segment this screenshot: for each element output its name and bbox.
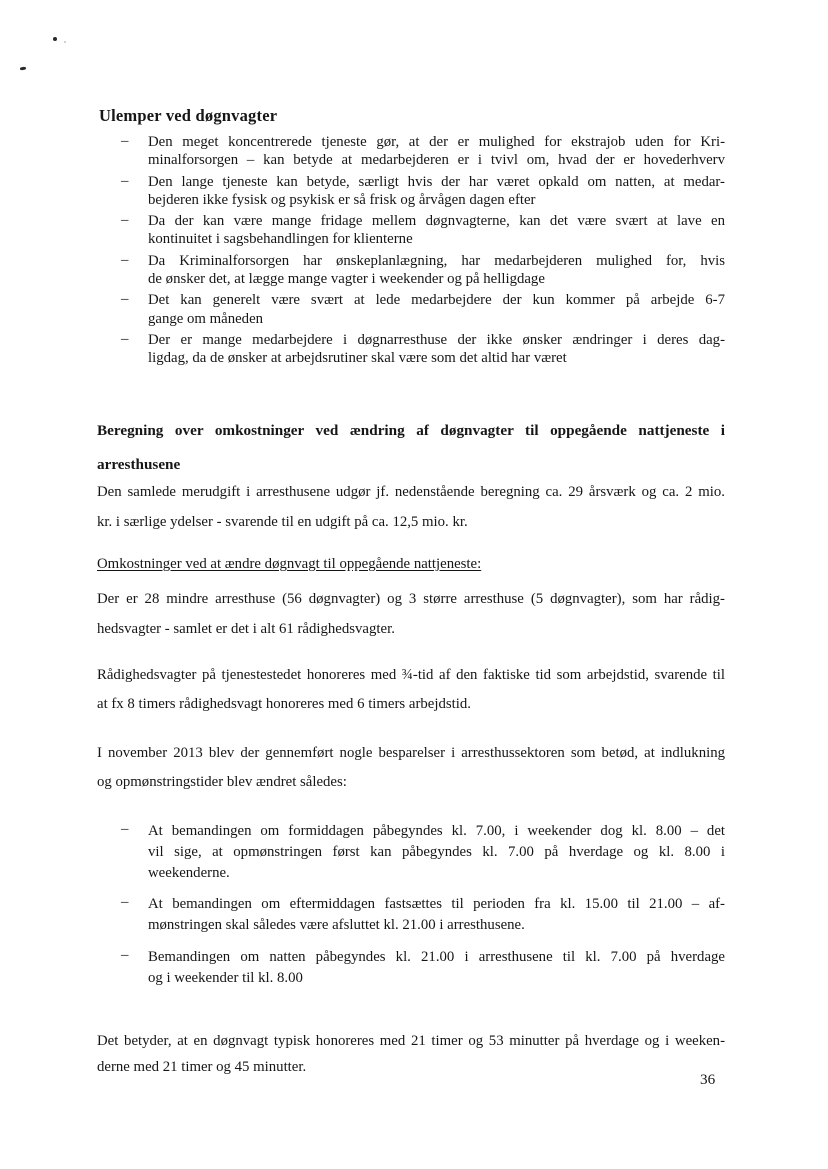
dash-bullet: – xyxy=(121,133,129,149)
text-line: minalforsorgen – kan betyde at medarbejderen er i tvivl om, hvad der er hovederhverv xyxy=(148,152,725,169)
list-item xyxy=(97,894,725,936)
text-line: Den samlede merudgift i arresthusene udgør jf. nedenstående beregning ca. 29 årsværk og ca. 2 mio. xyxy=(97,484,725,500)
scan-speck xyxy=(20,67,26,71)
text-line: vil sige, at opmønstringen først kan påbegyndes kl. 7.00 på hverdage og kl. 8.00 i xyxy=(148,843,725,860)
text-line: ligdag, da de ønsker at arbejdsrutiner skal være som det altid har været xyxy=(148,350,567,367)
text-line: arresthusene xyxy=(97,456,181,473)
text-line: og i weekender til kl. 8.00 xyxy=(148,969,303,986)
paragraph-conclusion xyxy=(97,1028,725,1080)
text-line: hedsvagter - samlet er det i alt 61 rådighedsvagter. xyxy=(97,621,395,637)
list-item-text xyxy=(148,252,725,289)
section-title-disadvantages: Ulemper ved døgnvagter xyxy=(99,106,278,125)
bullet-list-staffing-times xyxy=(97,821,725,1000)
list-item-text xyxy=(148,173,725,210)
list-item xyxy=(97,173,725,210)
dash-bullet: – xyxy=(121,172,129,189)
paragraph-november-2013 xyxy=(97,739,725,797)
text-line: kr. i særlige ydelser - svarende til en udgift på ca. 12,5 mio. kr. xyxy=(97,514,468,530)
dash-bullet: – xyxy=(121,212,129,229)
list-item xyxy=(97,133,725,170)
list-item-text xyxy=(148,331,725,368)
dash-bullet: – xyxy=(121,330,129,347)
list-item xyxy=(97,821,725,883)
paragraph-raadighedsvagter xyxy=(97,661,725,719)
text-line: Det kan generelt være svært at lede medarbejdere der kun kommer på arbejde 6-7 xyxy=(148,292,725,309)
text-line: At bemandingen om eftermiddagen fastsættes til perioden fra kl. 15.00 til 21.00 – af- xyxy=(148,896,725,913)
text-line: Beregning over omkostninger ved ændring af døgnvagter til oppegående nattjeneste i xyxy=(97,422,725,439)
list-item-text xyxy=(148,212,725,249)
text-line: At bemandingen om formiddagen påbegyndes kl. 7.00, i weekender dog kl. 8.00 – det xyxy=(148,823,725,839)
text-line: Da der kan være mange fridage mellem døgnvagterne, kan det være svært at lave en xyxy=(148,213,725,230)
text-line: I november 2013 blev der gennemført nogle besparelser i arresthussektoren som betød, at indlukning xyxy=(97,745,725,761)
subheading-underlined: Omkostninger ved at ændre døgnvagt til oppegående nattjeneste: xyxy=(97,556,482,572)
dash-bullet: – xyxy=(121,946,129,963)
text-line: derne med 21 timer og 45 minutter. xyxy=(97,1059,307,1075)
list-item-text xyxy=(148,947,725,989)
list-item xyxy=(97,212,725,249)
paragraph-arresthuse-count xyxy=(97,584,725,644)
list-item xyxy=(97,252,725,289)
text-line: Da Kriminalforsorgen har ønskeplanlægning, har medarbejderen mulighed for, hvis xyxy=(148,252,725,269)
list-item-text xyxy=(148,291,725,328)
bullet-list-disadvantages xyxy=(97,133,725,371)
list-item-text xyxy=(148,133,725,170)
dash-bullet: – xyxy=(121,251,129,268)
dash-bullet: – xyxy=(121,821,129,837)
list-item xyxy=(97,291,725,328)
text-line: og opmønstringstider blev ændret således: xyxy=(97,774,347,790)
text-line: Rådighedsvagter på tjenestestedet honoreres med ¾-tid af den faktiske tid som arbejdstid, svarende til xyxy=(97,667,725,683)
text-line: Den lange tjeneste kan betyde, særligt hvis der har været opkald om natten, at medar- xyxy=(148,173,725,190)
page-number: 36 xyxy=(700,1071,716,1088)
list-item-text xyxy=(148,821,725,883)
text-line: gange om måneden xyxy=(148,310,264,327)
section-title-costs xyxy=(97,414,725,482)
text-line: Det betyder, at en døgnvagt typisk honoreres med 21 timer og 53 minutter på hverdage og i weeken- xyxy=(97,1033,725,1049)
list-item-text xyxy=(148,894,725,936)
text-line: kontinuitet i sagsbehandlingen for klienterne xyxy=(148,231,413,248)
text-line: at fx 8 timers rådighedsvagt honoreres med 6 timers arbejdstid. xyxy=(97,696,471,712)
text-line: bejderen ikke fysisk og psykisk er så frisk og årvågen dagen efter xyxy=(148,191,536,208)
paragraph-total-cost xyxy=(97,477,725,537)
text-line: weekenderne. xyxy=(148,864,230,881)
text-line: Der er 28 mindre arresthuse (56 døgnvagter) og 3 større arresthuse (5 døgnvagter), som har rådig- xyxy=(97,591,725,607)
list-item xyxy=(97,947,725,989)
text-line: Bemandingen om natten påbegyndes kl. 21.00 i arresthusene til kl. 7.00 på hverdage xyxy=(148,948,725,965)
text-line: de ønsker det, at lægge mange vagter i weekender og på helligdage xyxy=(148,271,545,288)
scan-speck xyxy=(53,37,57,41)
dash-bullet: – xyxy=(121,291,129,308)
list-item xyxy=(97,331,725,368)
text-line: mønstringen skal således være afsluttet kl. 21.00 i arresthusene. xyxy=(148,917,525,934)
text-line: Der er mange medarbejdere i døgnarresthuse der ikke ønsker ændringer i deres dag- xyxy=(148,331,725,348)
dash-bullet: – xyxy=(121,894,129,911)
text-line: Den meget koncentrerede tjeneste gør, at der er mulighed for ekstrajob uden for Kri- xyxy=(148,134,725,150)
